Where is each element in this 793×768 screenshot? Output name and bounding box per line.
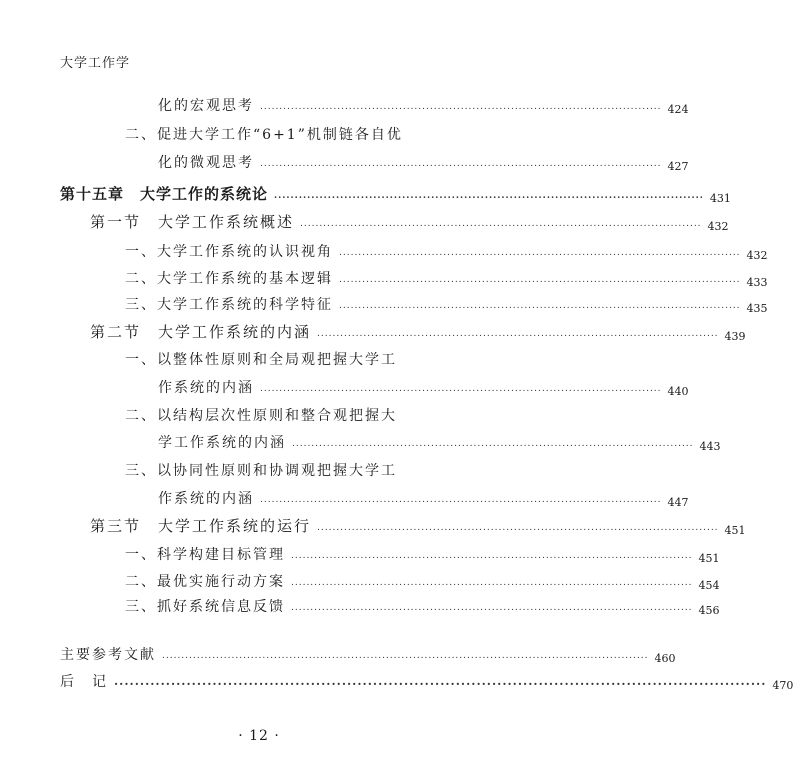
leader-dots: ........................................................................................................ [317,523,719,533]
toc-section-entry [0,211,729,233]
toc-entry-label: 作系统的内涵 [158,491,254,507]
toc-entry-label: 主要参考文献 [60,647,156,663]
toc-entry-page: 460 [654,652,676,665]
toc-entry [0,241,768,262]
toc-entry [0,294,768,315]
toc-entry-page: 447 [667,496,689,509]
running-head: 大学工作学 [60,56,131,71]
toc-entry [0,152,689,173]
toc-entry [0,596,720,617]
toc-entry-label: 化的微观思考 [158,155,254,171]
page-number: · 12 · [238,728,280,744]
toc-entry [0,377,689,398]
leader-dots: ........................................................................................................ [291,603,693,613]
toc-entry [0,644,676,665]
toc-entry-label: 后 记 [60,674,108,690]
toc-entry [0,349,518,369]
toc-entry-label: 二、以结构层次性原则和整合观把握大 [125,408,397,424]
toc-entry [0,671,793,692]
toc-entry-page: 433 [746,276,768,289]
toc-entry [0,124,518,144]
toc-entry-page: 440 [667,385,689,398]
leader-dots: ........................................................................................................ [339,301,741,311]
toc-entry-page: 451 [724,524,746,537]
toc-entry-label: 一、大学工作系统的认识视角 [125,244,333,260]
toc-entry-label: 第一节 大学工作系统概述 [90,213,295,231]
toc-entry-page: 432 [707,220,729,233]
leader-dots: ........................................................................................................ [274,191,704,201]
leader-dots: ........................................................................................................ [260,384,662,394]
leader-dots: ........................................................................................................ [339,275,741,285]
leader-dots: .............................................................................................................................. [162,651,649,661]
toc-entry-label: 一、以整体性原则和全局观把握大学工 [125,352,397,368]
toc-entry-page: 451 [698,552,720,565]
toc-entry-page: 443 [699,440,721,453]
leader-dots: ........................................................................................................ [260,495,662,505]
toc-entry-page: 439 [724,330,746,343]
toc-entry-label: 作系统的内涵 [158,380,254,396]
toc-entry [0,95,689,116]
toc-entry-label: 一、科学构建目标管理 [125,547,285,563]
toc-entry-label: 三、大学工作系统的科学特征 [125,297,333,313]
toc-entry-page: 470 [772,679,793,692]
toc-section-entry [0,321,746,343]
toc-entry-page: 435 [746,302,768,315]
toc-entry-label: 三、以协同性原则和协调观把握大学工 [125,463,397,479]
toc-chapter-entry [0,183,731,205]
leader-dots: .............................................................................................................................. [114,674,767,688]
toc-entry-label: 第三节 大学工作系统的运行 [90,517,312,535]
toc-entry-page: 431 [709,192,731,205]
toc-entry-label: 化的宏观思考 [158,98,254,114]
toc-entry [0,488,689,509]
leader-dots: ........................................................................................................ [260,159,662,169]
toc-entry-page: 454 [698,579,720,592]
toc-entry-label: 二、最优实施行动方案 [125,574,285,590]
toc-entry-label: 第二节 大学工作系统的内涵 [90,323,312,341]
toc-entry [0,432,721,453]
leader-dots: ........................................................................................................ [291,578,693,588]
toc-section-entry [0,515,746,537]
toc-entry-page: 424 [667,103,689,116]
toc-entry-page: 456 [698,604,720,617]
toc-entry-label: 二、大学工作系统的基本逻辑 [125,271,333,287]
toc-entry-label: 学工作系统的内涵 [158,435,286,451]
toc-entry-label: 二、促进大学工作“6+1”机制链各自优 [125,127,403,143]
toc-entry [0,268,768,289]
leader-dots: ........................................................................................................ [339,248,741,258]
toc-entry-label: 三、抓好系统信息反馈 [125,599,285,615]
toc-entry [0,460,518,480]
toc-entry-page: 432 [746,249,768,262]
leader-dots: ........................................................................................................ [317,329,719,339]
toc-entry [0,571,720,592]
leader-dots: ........................................................................................................ [300,219,702,229]
toc-entry [0,544,720,565]
leader-dots: ........................................................................................................ [292,439,694,449]
toc-entry-page: 427 [667,160,689,173]
toc-entry [0,405,518,425]
toc-entry-label: 第十五章 大学工作的系统论 [60,185,269,203]
leader-dots: ........................................................................................................ [291,551,693,561]
leader-dots: ........................................................................................................ [260,102,662,112]
